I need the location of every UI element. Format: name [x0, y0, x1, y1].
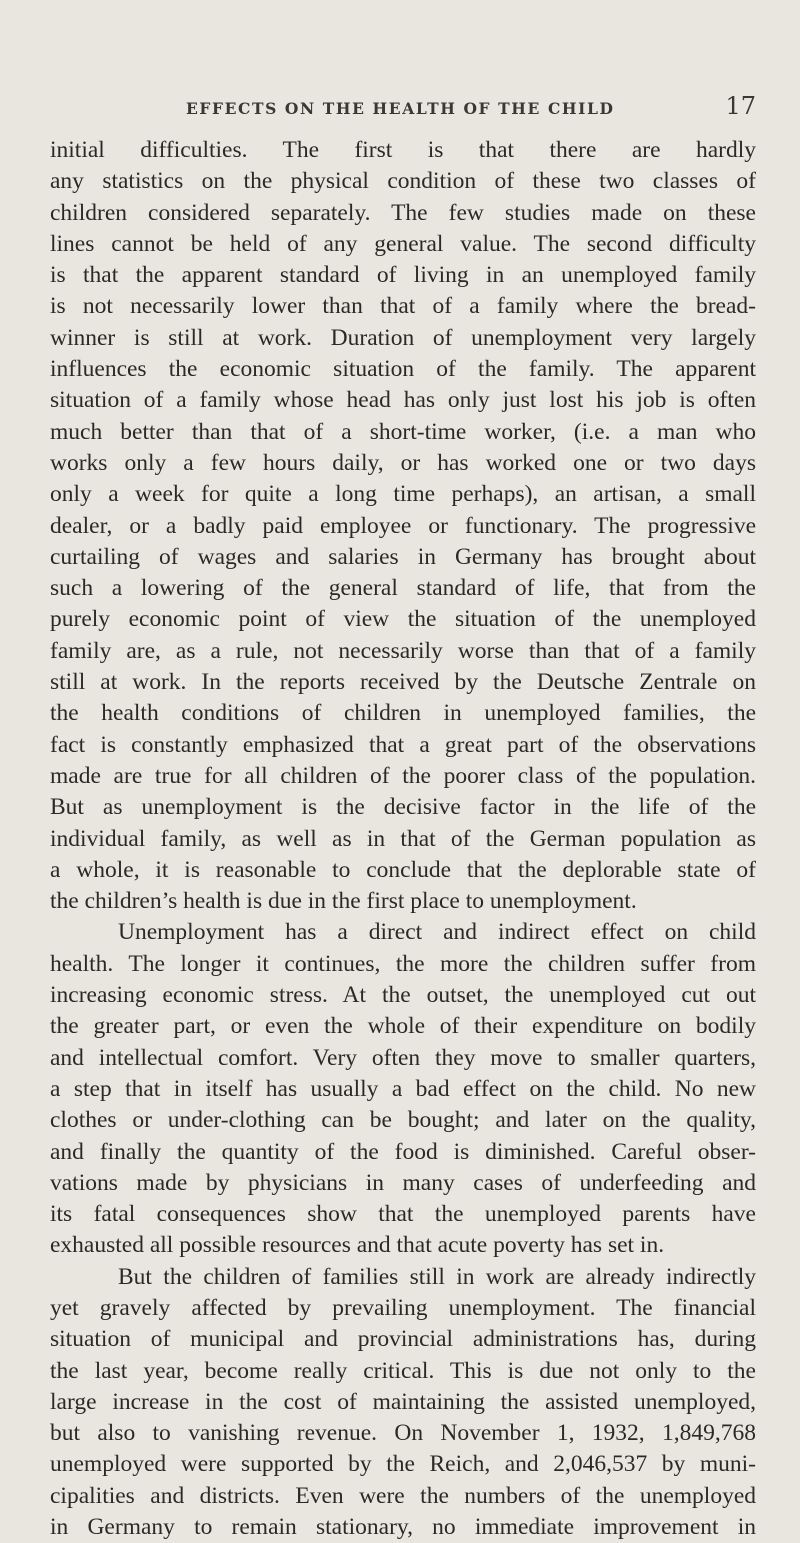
text-line: much better than that of a short-time worker, (i.e. a man who — [50, 418, 756, 445]
running-head — [186, 92, 756, 120]
text-line: purely economic point of view the situation of the unemployed — [50, 606, 756, 633]
text-line: is not necessarily lower than that of a family where the bread- — [50, 293, 756, 320]
page-number: 17 — [725, 92, 756, 120]
text-line: vations made by physicians in many cases of underfeeding and — [50, 1169, 756, 1196]
text-line: made are true for all children of the poorer class of the population. — [50, 762, 756, 789]
body-text — [50, 135, 756, 1543]
text-line: Unemployment has a direct and indirect effect on child — [118, 919, 756, 946]
paragraph-2 — [50, 917, 756, 1261]
text-line: a step that in itself has usually a bad effect on the child. No new — [50, 1075, 756, 1102]
text-line: situation of municipal and provincial administrations has, during — [50, 1326, 756, 1353]
text-line: cipalities and districts. Even were the numbers of the unemployed — [50, 1482, 756, 1509]
text-line: yet gravely affected by prevailing unemployment. The financial — [50, 1294, 756, 1321]
text-line: health. The longer it continues, the more the children suffer from — [50, 950, 756, 977]
text-line: large increase in the cost of maintaining the assisted unemployed, — [50, 1388, 756, 1415]
text-line: But as unemployment is the decisive factor in the life of the — [50, 794, 756, 821]
text-line: the last year, become really critical. This is due not only to the — [50, 1357, 756, 1384]
text-line: exhausted all possible resources and that acute poverty has set in. — [50, 1232, 665, 1259]
text-line: a whole, it is reasonable to conclude that the deplorable state of — [50, 856, 756, 883]
paragraph-1 — [50, 135, 756, 917]
text-line: the health conditions of children in unemployed families, the — [50, 700, 756, 727]
paragraph-3 — [50, 1262, 756, 1543]
text-line: fact is constantly emphasized that a great part of the observations — [50, 731, 756, 758]
text-line: dealer, or a badly paid employee or functionary. The progressive — [50, 512, 756, 539]
text-line: any statistics on the physical condition of these two classes of — [50, 168, 756, 195]
text-line: but also to vanishing revenue. On November 1, 1932, 1,849,768 — [50, 1420, 756, 1447]
text-line: initial difficulties. The first is that there are hardly — [50, 137, 756, 163]
text-line: such a lowering of the general standard of life, that from the — [50, 575, 756, 602]
text-line: lines cannot be held of any general value. The second difficulty — [50, 230, 756, 257]
text-line: the greater part, or even the whole of their expenditure on bodily — [50, 1013, 756, 1040]
text-line: increasing economic stress. At the outset, the unemployed cut out — [50, 982, 756, 1009]
text-line: and intellectual comfort. Very often they move to smaller quarters, — [50, 1044, 756, 1071]
text-line: the children’s health is due in the first place to unemployment. — [50, 888, 637, 915]
text-line: children considered separately. The few studies made on these — [50, 199, 756, 226]
text-line: and finally the quantity of the food is diminished. Careful obser- — [50, 1138, 756, 1165]
running-title: EFFECTS ON THE HEALTH OF THE CHILD — [186, 99, 615, 118]
text-line: only a week for quite a long time perhaps), an artisan, a small — [50, 481, 756, 508]
text-line: But the children of families still in work are already indirectly — [118, 1263, 756, 1290]
text-line: family are, as a rule, not necessarily worse than that of a family — [50, 637, 756, 664]
text-line: works only a few hours daily, or has worked one or two days — [50, 449, 756, 476]
text-line: winner is still at work. Duration of unemployment very largely — [50, 324, 756, 351]
text-line: is that the apparent standard of living in an unemployed family — [50, 262, 756, 289]
text-line: situation of a family whose head has only just lost his job is often — [50, 387, 756, 414]
text-line: influences the economic situation of the family. The apparent — [50, 356, 756, 383]
text-line: clothes or under-clothing can be bought; and later on the quality, — [50, 1107, 756, 1134]
text-line: its fatal consequences show that the unemployed parents have — [50, 1201, 756, 1228]
text-line: in Germany to remain stationary, no immediate improvement in — [50, 1514, 756, 1541]
text-line: individual family, as well as in that of the German population as — [50, 825, 756, 852]
text-line: unemployed were supported by the Reich, and 2,046,537 by muni- — [50, 1451, 756, 1478]
text-line: curtailing of wages and salaries in Germany has brought about — [50, 543, 756, 570]
text-line: still at work. In the reports received by the Deutsche Zentrale on — [50, 669, 756, 696]
